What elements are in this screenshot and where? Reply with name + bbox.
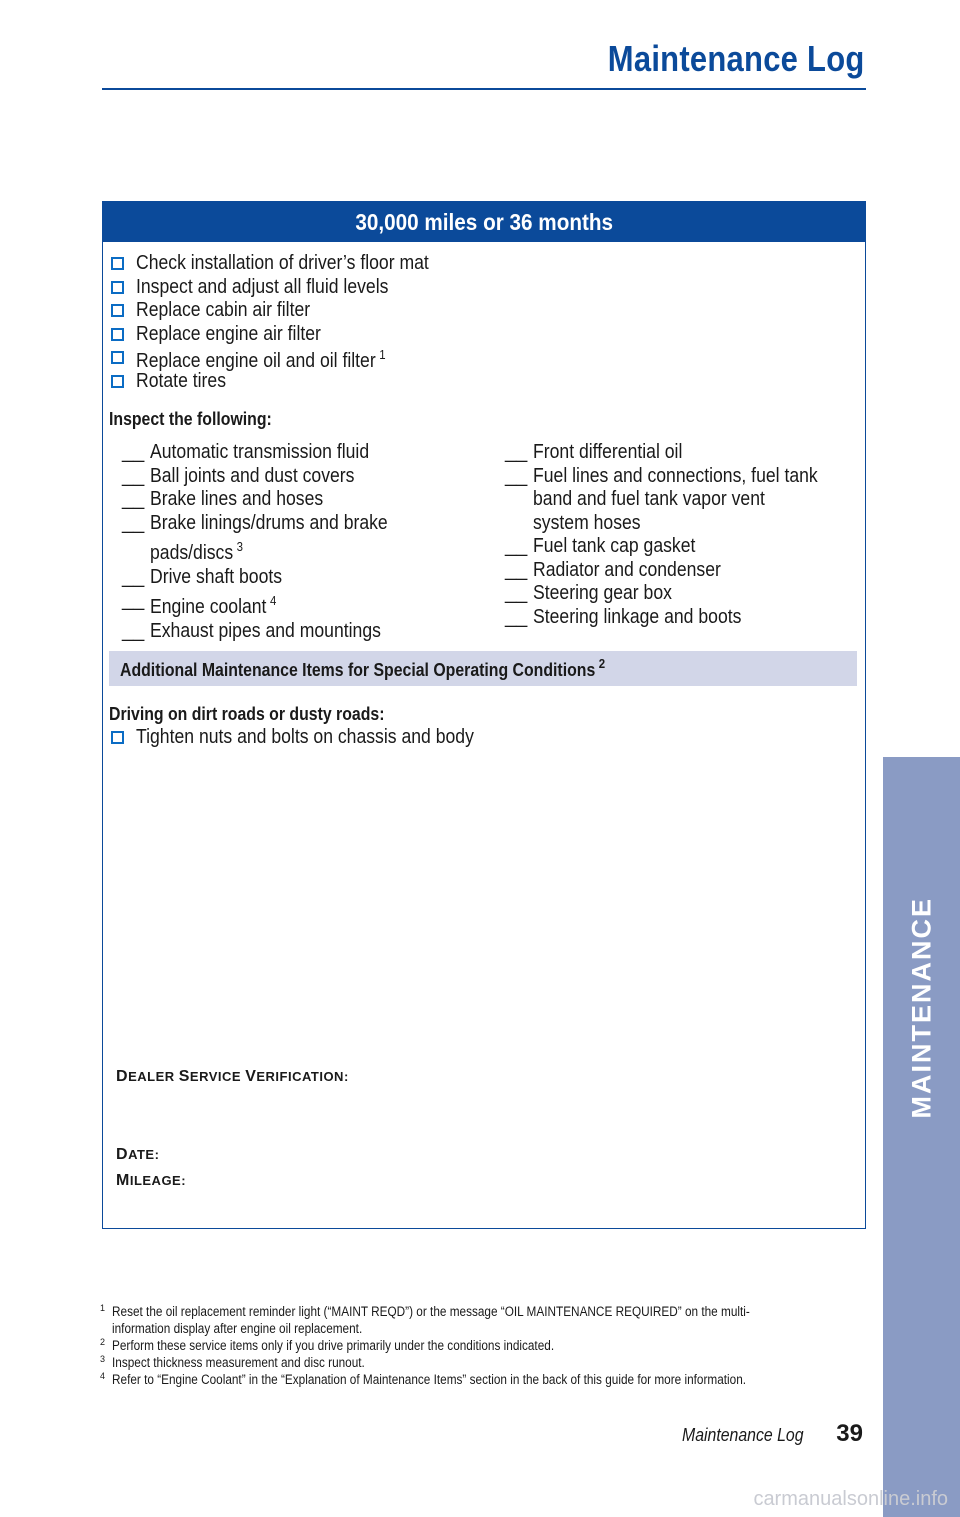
blank-marker: __ — [122, 464, 145, 487]
footnote-number: 1 — [100, 1303, 106, 1313]
footnote — [100, 1354, 860, 1371]
checklist-item-text — [136, 299, 310, 323]
footnote-ref: 1 — [379, 346, 386, 362]
checklist-item-text — [136, 343, 386, 374]
footnote-ref: 3 — [236, 539, 244, 554]
footer-section-name: Maintenance Log — [681, 1425, 804, 1445]
checklist-item — [111, 370, 469, 394]
inspect-item-text — [533, 606, 821, 630]
inspect-item-text — [533, 465, 821, 536]
inspect-item — [505, 465, 860, 536]
footnote-number: 2 — [100, 1337, 106, 1347]
inspect-heading: Inspect the following: — [109, 409, 272, 429]
date-label: DATE: — [116, 1146, 160, 1163]
checklist-item-label: Replace engine oil and oil filter — [136, 349, 376, 372]
inspect-item — [122, 488, 492, 512]
blank-marker: __ — [122, 511, 145, 534]
inspect-item-label: Radiator and condenser — [533, 558, 721, 581]
checklist-item — [111, 726, 520, 750]
checkbox-icon[interactable] — [111, 304, 124, 317]
checkbox-icon[interactable] — [111, 257, 124, 270]
inspect-item-label: Automatic transmission fluid — [150, 441, 370, 463]
inspect-item-label: Fuel tank cap gasket — [533, 535, 696, 557]
blank-marker: __ — [505, 605, 528, 628]
inspect-item-label: Brake linings/drums and brake pads/discs — [150, 511, 388, 564]
inspect-item — [122, 620, 492, 644]
inspect-item-label: Front differential oil — [533, 441, 683, 463]
checkbox-icon[interactable] — [111, 281, 124, 294]
checkbox-icon[interactable] — [111, 328, 124, 341]
inspect-item — [505, 559, 860, 583]
footnote — [100, 1303, 860, 1337]
blank-marker: __ — [122, 565, 145, 588]
footnote-text: Inspect thickness measurement and disc runout. — [112, 1355, 365, 1370]
checklist-item-label: Replace cabin air filter — [136, 299, 311, 321]
footnote-text: Perform these service items only if you drive primarily under the conditions indicated. — [112, 1338, 555, 1353]
checklist-item-label: Inspect and adjust all fluid levels — [136, 275, 389, 298]
mileage-label: MILEAGE: — [116, 1172, 187, 1189]
checklist-item-text — [136, 252, 429, 276]
inspect-item — [122, 566, 492, 590]
special-checklist — [111, 726, 520, 750]
inspect-item-label: Steering gear box — [533, 582, 672, 604]
inspect-item — [122, 441, 492, 465]
blank-marker: __ — [505, 558, 528, 581]
inspect-item-label: Exhaust pipes and mountings — [150, 619, 381, 642]
interval-header: 30,000 miles or 36 months — [103, 202, 865, 242]
inspect-item-text — [150, 589, 451, 620]
footnote-ref: 4 — [269, 593, 277, 608]
footnote-number: 4 — [100, 1371, 106, 1381]
checkbox-icon[interactable] — [111, 375, 124, 388]
footnote — [100, 1371, 860, 1388]
blank-marker: __ — [505, 582, 528, 604]
inspect-item-label: Fuel lines and connections, fuel tank band and fuel tank vapor vent system hoses — [533, 464, 818, 534]
footnote — [100, 1337, 860, 1354]
watermark: carmanualsonline.info — [753, 1488, 948, 1510]
inspect-list-right — [505, 441, 860, 629]
inspect-item — [505, 441, 860, 465]
inspect-list-left — [122, 441, 492, 643]
inspect-item-label: Brake lines and hoses — [150, 488, 324, 510]
checklist-item-text — [136, 276, 388, 300]
inspect-item-text — [150, 512, 451, 566]
footnote-text: Reset the oil replacement reminder light (“MAINT REQD”) or the message “OIL MAINTENANCE REQUIRED” on the multi-information display after engine oil replacement. — [112, 1304, 750, 1336]
inspect-item-text — [150, 441, 451, 465]
checklist-item — [111, 346, 469, 370]
inspect-item — [505, 535, 860, 559]
checklist-item — [111, 276, 469, 300]
checklist-item-label: Rotate tires — [136, 369, 226, 392]
checklist-item-text — [136, 370, 226, 394]
inspect-item-text — [533, 559, 821, 583]
inspect-item — [122, 589, 492, 620]
inspect-item-text — [150, 488, 451, 512]
side-tab-label: MAINTENANCE — [906, 897, 936, 1119]
footnotes — [100, 1303, 860, 1388]
inspect-item-label: Engine coolant — [150, 596, 267, 618]
blank-marker: __ — [122, 488, 145, 510]
inspect-item-text — [533, 441, 821, 465]
checklist-item-text — [136, 726, 474, 750]
special-conditions-banner: Additional Maintenance Items for Special Operating Conditions $^2$ — [109, 651, 857, 686]
inspect-item — [505, 606, 860, 630]
checklist-item-label: Tighten nuts and bolts on chassis and body — [136, 726, 474, 748]
page-number: 39 — [836, 1420, 863, 1447]
checkbox-icon[interactable] — [111, 731, 124, 744]
inspect-item-label: Drive shaft boots — [150, 565, 283, 588]
inspect-item-text — [150, 566, 451, 590]
blank-marker: __ — [505, 535, 528, 557]
blank-marker: __ — [122, 589, 145, 611]
inspect-item-text — [533, 582, 821, 606]
service-interval-box — [102, 201, 866, 1229]
dealer-verification-label: DEALER SERVICE VERIFICATION: — [116, 1068, 349, 1085]
title-divider — [102, 88, 866, 90]
footnote-text: Refer to “Engine Coolant” in the “Explanation of Maintenance Items” section in the back of this guide for more information. — [112, 1372, 747, 1387]
checklist-item-label: Check installation of driver’s floor mat — [136, 252, 429, 274]
inspect-item-text — [150, 465, 451, 489]
inspect-item-label: Ball joints and dust covers — [150, 464, 355, 487]
checklist-item-label: Replace engine air filter — [136, 322, 321, 345]
inspect-item-label: Steering linkage and boots — [533, 605, 742, 628]
footnote-number: 3 — [100, 1354, 106, 1364]
service-checklist — [111, 252, 469, 393]
inspect-item — [122, 465, 492, 489]
inspect-item — [505, 582, 860, 606]
inspect-item-text — [150, 620, 451, 644]
blank-marker: __ — [122, 619, 145, 642]
checklist-item — [111, 299, 469, 323]
inspect-item — [122, 512, 492, 566]
section-side-tab — [883, 757, 960, 1517]
dusty-roads-heading: Driving on dirt roads or dusty roads: — [109, 704, 385, 724]
blank-marker: __ — [505, 441, 528, 463]
inspect-item-text — [533, 535, 821, 559]
blank-marker: __ — [505, 464, 528, 487]
checkbox-icon[interactable] — [111, 351, 124, 364]
blank-marker: __ — [122, 441, 145, 463]
checklist-item — [111, 252, 469, 276]
page-title: Maintenance Log — [608, 38, 865, 79]
